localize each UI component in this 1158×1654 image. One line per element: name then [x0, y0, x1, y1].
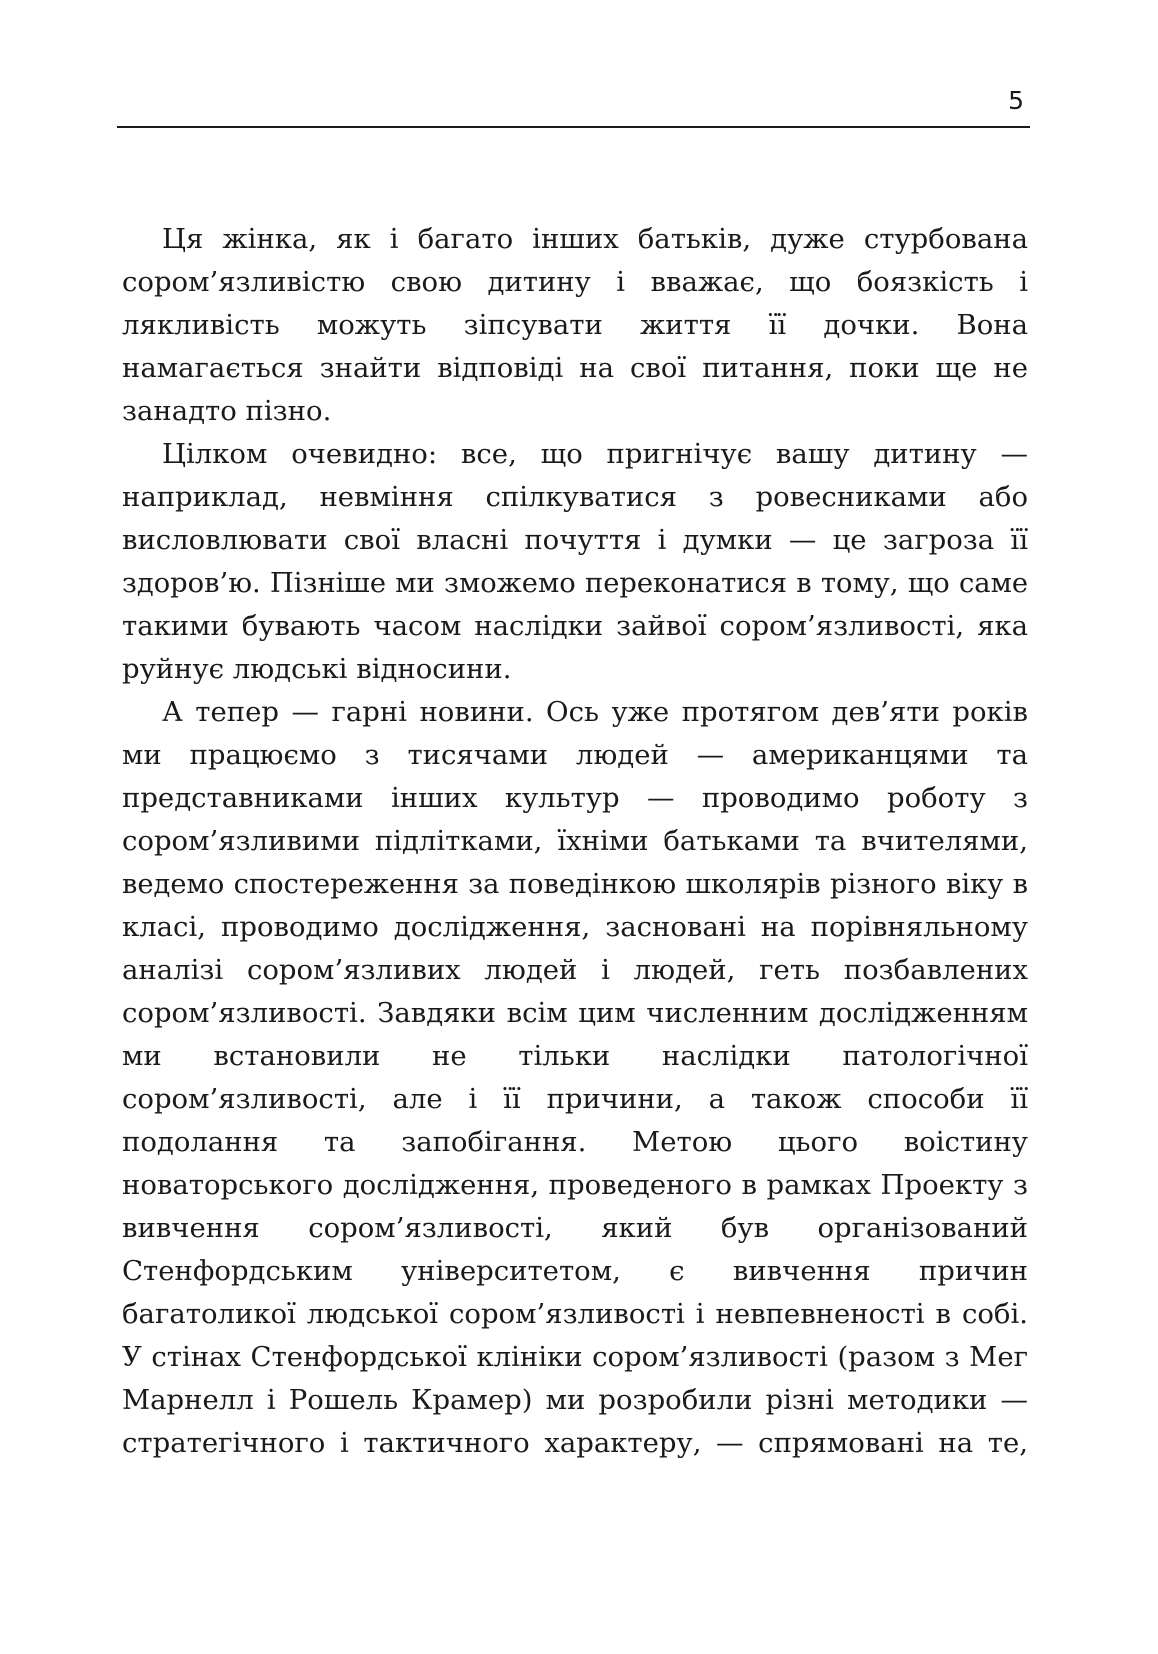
text-line: стратегічного і тактичного характеру, — спрямовані на те,: [122, 1427, 1028, 1459]
text-line: висловлювати свої власні почуття і думки — це загроза її: [122, 524, 1028, 556]
text-line: лякливість можуть зіпсувати життя її дочки. Вона: [122, 309, 1028, 341]
text-line: Марнелл і Рошель Крамер) ми розробили різні методики —: [122, 1384, 1028, 1416]
text-line: сором’язливості, але і її причини, а також способи її: [122, 1083, 1028, 1115]
text-line: вивчення сором’язливості, який був організований: [122, 1212, 1028, 1244]
paragraph-2: [122, 433, 1028, 691]
text-line: Стенфордським університетом, є вивчення причин: [122, 1255, 1028, 1287]
page-number: 5: [1008, 86, 1024, 115]
text-line: багатоликої людської сором’язливості і невпевненості в собі.: [122, 1298, 1028, 1330]
body-text: [122, 218, 1028, 1465]
text-line: занадто пізно.: [122, 395, 332, 427]
text-line: Цілком очевидно: все, що пригнічує вашу дитину —: [162, 438, 1028, 470]
text-line: здоров’ю. Пізніше ми зможемо переконатися в тому, що саме: [122, 568, 1028, 599]
text-line: руйнує людські відносини.: [122, 653, 512, 685]
text-line: такими бувають часом наслідки зайвої сором’язливості, яка: [122, 610, 1028, 642]
text-line: ми встановили не тільки наслідки патологічної: [122, 1040, 1028, 1072]
text-line: У стінах Стенфордської клініки сором’язливості (разом з Мег: [122, 1341, 1028, 1373]
text-line: подолання та запобігання. Метою цього воістину: [122, 1126, 1028, 1158]
text-line: ведемо спостереження за поведінкою школярів різного віку в: [122, 869, 1028, 900]
text-line: А тепер — гарні новини. Ось уже протягом дев’яти років: [162, 696, 1028, 728]
text-line: представниками інших культур — проводимо роботу з: [122, 782, 1028, 814]
text-line: намагається знайти відповіді на свої питання, поки ще не: [122, 352, 1028, 384]
text-line: аналізі сором’язливих людей і людей, геть позбавлених: [122, 954, 1028, 986]
text-line: класі, проводимо дослідження, засновані на порівняльному: [122, 911, 1028, 943]
text-line: Ця жінка, як і багато інших батьків, дуже стурбована: [162, 223, 1028, 255]
text-line: наприклад, невміння спілкуватися з ровесниками або: [122, 481, 1028, 513]
running-header: [117, 70, 1030, 128]
text-line: новаторського дослідження, проведеного в рамках Проекту з: [122, 1169, 1028, 1201]
paragraph-3: [122, 691, 1028, 1465]
text-line: сором’язливими підлітками, їхніми батьками та вчителями,: [122, 825, 1028, 857]
paragraph-1: [122, 218, 1028, 433]
text-line: сором’язливості. Завдяки всім цим численним дослідженням: [122, 997, 1028, 1029]
text-line: сором’язливістю свою дитину і вважає, що боязкість і: [122, 266, 1028, 298]
text-line: ми працюємо з тисячами людей — американцями та: [122, 739, 1028, 771]
